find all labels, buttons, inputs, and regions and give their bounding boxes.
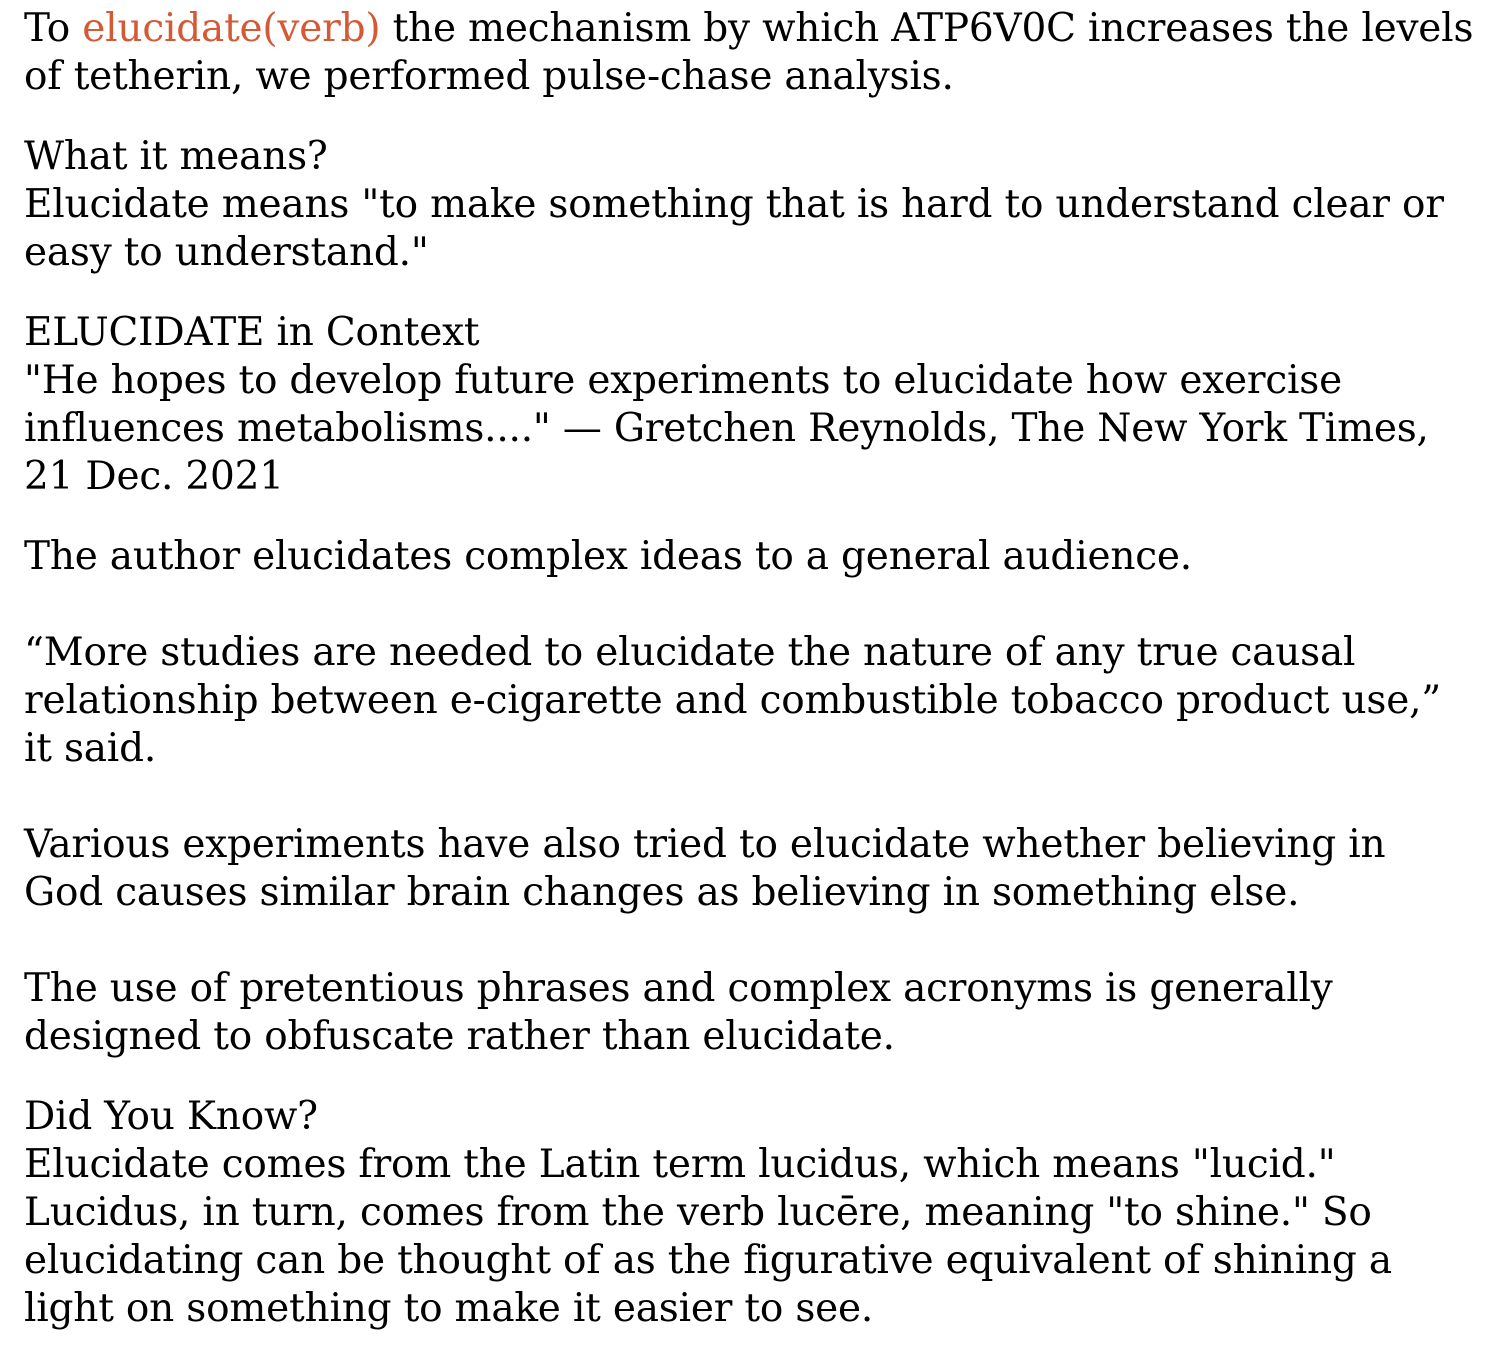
example-sentence: The use of pretentious phrases and complex acronyms is generally designed to obfuscate rather than elucidate. (24, 966, 1333, 1059)
intro-suffix: the mechanism by which ATP6V0C increases the levels of tetherin, we performed pulse-chase analysis. (24, 6, 1474, 99)
context-section (24, 309, 1474, 501)
did-you-know-section (24, 1093, 1474, 1333)
intro-paragraph (24, 0, 1474, 101)
example-sentence: Various experiments have also tried to elucidate whether believing in God causes similar brain changes as believing in something else. (24, 822, 1386, 915)
document (24, 0, 1474, 1333)
meaning-text: Elucidate means "to make something that is hard to understand clear or easy to understand." (24, 182, 1444, 275)
did-you-know-heading: Did You Know? (24, 1094, 318, 1139)
meaning-heading: What it means? (24, 134, 328, 179)
example-sentence: “More studies are needed to elucidate the nature of any true causal relationship between e-cigarette and combustible tobacco product use,” it said. (24, 630, 1442, 771)
did-you-know-text: Elucidate comes from the Latin term lucidus, which means "lucid." Lucidus, in turn, comes from the verb lucēre, meaning "to shine." So elucidating can be thought of as the figurative equivalent of shining a light on something to make it easier to see. (24, 1142, 1392, 1331)
meaning-section (24, 133, 1474, 277)
context-quote: "He hopes to develop future experiments to elucidate how exercise influences metabolisms...." — Gretchen Reynolds, The New York Times, 21 Dec. 2021 (24, 358, 1429, 499)
example-sentence: The author elucidates complex ideas to a general audience. (24, 534, 1192, 579)
highlighted-word: elucidate(verb) (82, 6, 381, 51)
intro-prefix: To (24, 6, 83, 51)
context-heading: ELUCIDATE in Context (24, 310, 480, 355)
